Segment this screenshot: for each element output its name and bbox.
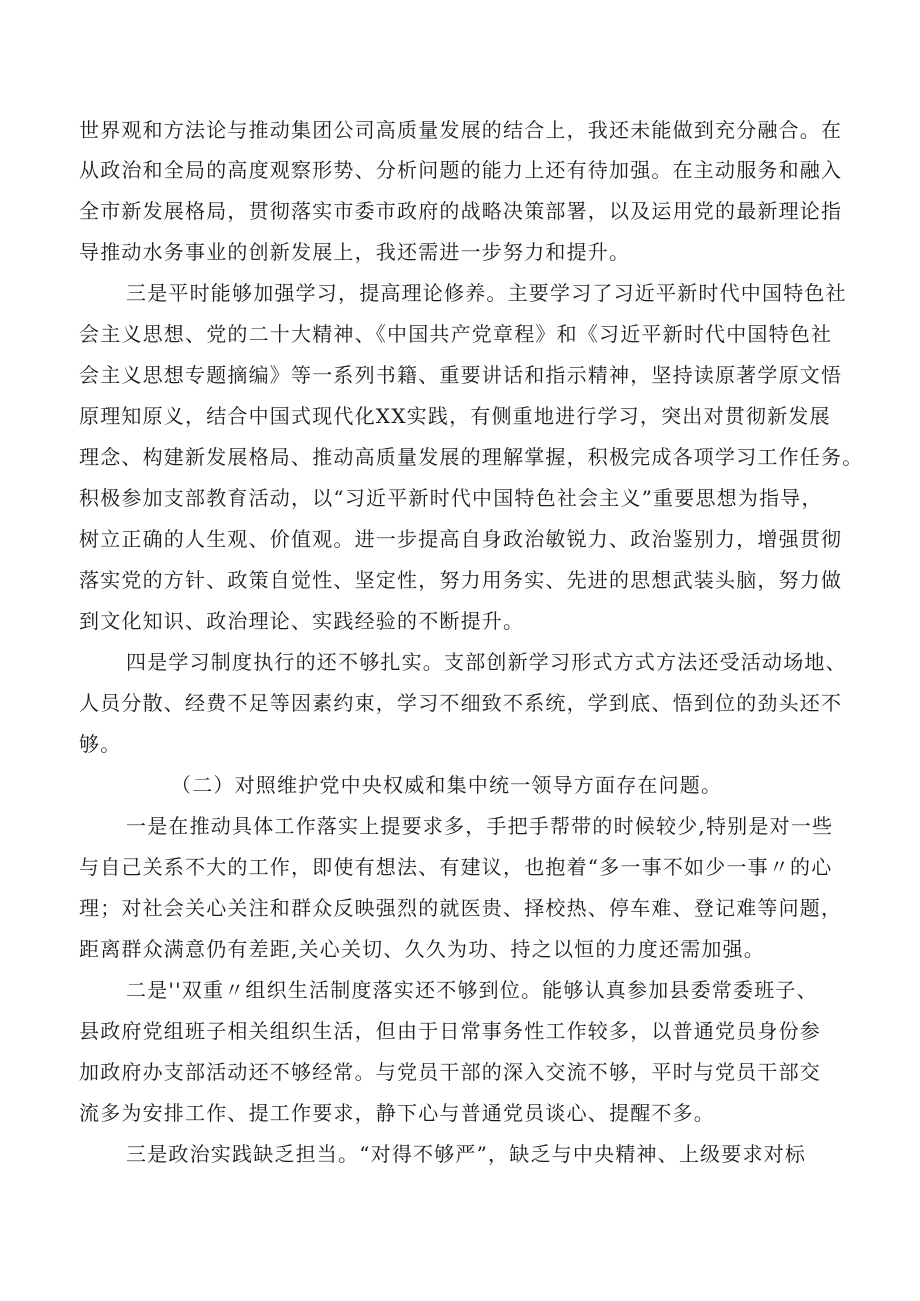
text-line: 导推动水务事业的创新发展上，我还需进一步努力和提升。 — [79, 240, 631, 264]
text-line: 距离群众满意仍有差距,关心关切、久久为功、持之以恒的力度还需加强。 — [79, 937, 765, 961]
text-line: 会主义思想专题摘编》等一系列书籍、重要讲话和指示精神，坚持读原著学原文悟 — [79, 363, 843, 387]
text-line: 落实党的方针、政策自觉性、坚定性，努力用务实、先进的思想武装头脑，努力做 — [79, 568, 843, 592]
paragraph-start-line: 四是学习制度执行的还不够扎实。支部创新学习形式方式方法还受活动场地、 — [126, 650, 847, 674]
text-line: 够。 — [79, 732, 122, 756]
paragraph-start-line: 一是在推动具体工作落实上提要求多，手把手帮带的时候较少,特别是对一些 — [126, 814, 834, 838]
text-line: 理；对社会关心关注和群众反映强烈的就医贵、择校热、停车难、登记难等问题， — [79, 896, 843, 920]
text-line: 从政治和全局的高度观察形势、分析问题的能力上还有待加强。在主动服务和融入 — [79, 158, 843, 182]
text-line: 加政府办支部活动还不够经常。与党员干部的深入交流不够，平时与党员干部交 — [79, 1060, 821, 1084]
text-line: 全市新发展格局，贯彻落实市委市政府的战略决策部署，以及运用党的最新理论指 — [79, 199, 843, 223]
text-line: 积极参加支部教育活动，以“习近平新时代中国特色社会主义”重要思想为指导， — [79, 486, 823, 510]
text-line: 会主义思想、党的二十大精神、《中国共产党章程》和《习近平新时代中国特色社 — [79, 322, 833, 346]
paragraph-start-line: 二是''双重〃组织生活制度落实还不够到位。能够认真参加县委常委班子、 — [126, 978, 818, 1002]
paragraph-start-line: 三是政治实践缺乏担当。“对得不够严”，缺乏与中央精神、上级要求对标 — [126, 1142, 807, 1166]
paragraph-start-line: 三是平时能够加强学习，提高理论修养。主要学习了习近平新时代中国特色社 — [126, 281, 847, 305]
text-line: 流多为安排工作、提工作要求，静下心与普通党员谈心、提醒不多。 — [79, 1101, 715, 1125]
text-line: 人员分散、经费不足等因素约束，学习不细致不系统，学到底、悟到位的劲头还不 — [79, 691, 843, 715]
text-line: 世界观和方法论与推动集团公司高质量发展的结合上，我还未能做到充分融合。在 — [79, 118, 843, 142]
text-line: 原理知原义，结合中国式现代化XX实践，有侧重地进行学习，突出对贯彻新发展 — [79, 404, 831, 428]
text-line: 树立正确的人生观、价值观。进一步提高自身政治敏锐力、政治鉴别力，增强贯彻 — [79, 527, 843, 551]
text-line: 理念、构建新发展格局、推动高质量发展的理解掌握，积极完成各项学习工作任务。 — [79, 445, 864, 469]
text-line: 到文化知识、政治理论、实践经验的不断提升。 — [79, 609, 525, 633]
text-line: 与自己关系不大的工作，即使有想法、有建议，也抱着“多一事不如少一事〃的心 — [79, 855, 833, 879]
text-line: 县政府党组班子相关组织生活，但由于日常事务性工作较多，以普通党员身份参 — [79, 1019, 821, 1043]
section-heading: （二）对照维护党中央权威和集中统一领导方面存在问题。 — [171, 773, 723, 797]
